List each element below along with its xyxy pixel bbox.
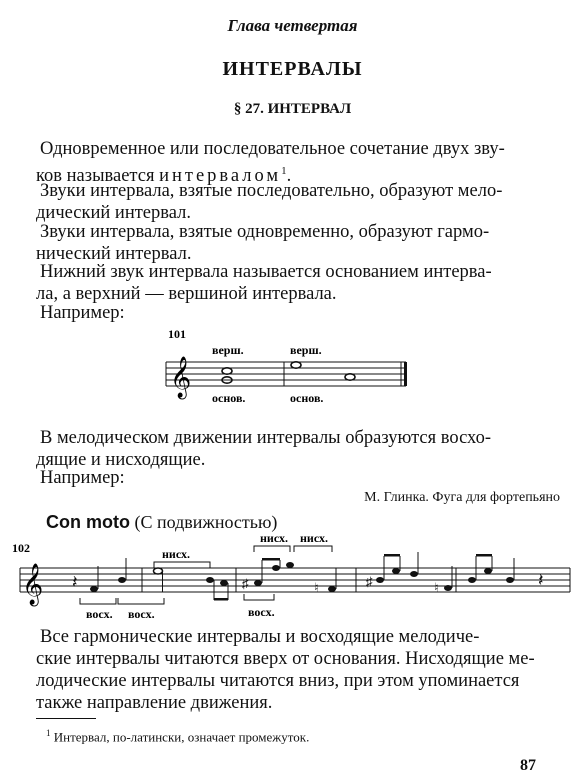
svg-text:♯: ♯ — [366, 574, 373, 589]
page-title: ИНТЕРВАЛЫ — [222, 58, 363, 80]
attribution: М. Глинка. Фуга для фортепьяно — [364, 490, 560, 505]
svg-text:♮: ♮ — [314, 580, 319, 595]
melodic-line-2: дический интервал. — [36, 203, 191, 223]
label-asc-3: восх. — [248, 605, 275, 619]
base-top-line-2: ла, а верхний — вершиной интервала. — [36, 284, 337, 304]
intro-line-1: Одновременное или последовательное сочетание двух зву- — [40, 139, 505, 159]
base-top-line-1: Нижний звук интервала называется основанием интерва- — [40, 262, 492, 282]
svg-text:𝄽: 𝄽 — [72, 572, 78, 593]
label-desc-2: нисх. — [260, 531, 288, 545]
reading-line-2: ские интервалы читаются вверх от основания. Нисходящие ме- — [36, 649, 535, 669]
example-label-2-text: Например: — [40, 468, 125, 488]
melodic-line-1: Звуки интервала, взятые последовательно, образуют мело- — [40, 181, 503, 201]
label-desc-3: нисх. — [300, 531, 328, 545]
label-top-2: верш. — [290, 343, 322, 357]
svg-text:♯: ♯ — [242, 576, 249, 591]
reading-line-1: Все гармонические интервалы и восходящие мелодиче- — [40, 627, 480, 647]
example-label-1-text: Например: — [40, 303, 125, 323]
svg-text:♮: ♮ — [434, 580, 439, 595]
paragraph-reading — [36, 626, 566, 714]
movement-line-1: В мелодическом движении интервалы образуются восхо- — [40, 428, 492, 448]
music-example-101 — [160, 322, 420, 412]
tempo-italian: Con moto — [46, 512, 130, 532]
label-desc-1: нисх. — [162, 547, 190, 561]
example-label-1 — [36, 302, 566, 324]
footnote-mark: 1 — [46, 728, 51, 738]
treble-clef-icon-102: 𝄞 — [22, 564, 44, 605]
page-number: 87 — [520, 757, 536, 774]
footnote — [46, 728, 309, 745]
svg-text:𝄽: 𝄽 — [538, 570, 544, 591]
footnote-rule — [36, 718, 96, 719]
intro-line-2-start: ков называется — [36, 166, 160, 187]
example-102-number: 102 — [12, 541, 30, 555]
reading-line-3: лодические интервалы читаются вниз, при этом упоминается — [36, 671, 520, 691]
end-barline-thick — [404, 362, 407, 386]
paragraph-movement — [36, 427, 566, 471]
paragraph-harmonic — [36, 221, 566, 265]
intro-line-2-end: . — [286, 166, 292, 187]
paragraph-base-top — [36, 261, 566, 305]
movement-line-2: дящие и нисходящие. — [36, 450, 206, 470]
harmonic-line-2: нический интервал. — [36, 244, 192, 264]
label-asc-1: восх. — [86, 607, 113, 621]
notes-102 — [72, 552, 544, 601]
footnote-ref: 1 — [281, 165, 287, 177]
label-bottom-1: основ. — [212, 391, 246, 405]
paragraph-melodic — [36, 180, 566, 224]
brackets-bottom — [80, 594, 274, 604]
label-asc-2: восх. — [128, 607, 155, 621]
music-example-102 — [10, 530, 575, 622]
harmonic-line-1: Звуки интервала, взятые одновременно, образуют гармо- — [40, 222, 490, 242]
label-top-1: верш. — [212, 343, 244, 357]
footnote-text: Интервал, по-латински, означает промежуток. — [53, 729, 310, 745]
section-heading: § 27. ИНТЕРВАЛ — [233, 101, 352, 117]
term-interval: интервалом — [159, 166, 282, 187]
label-bottom-2: основ. — [290, 391, 324, 405]
tempo-translation: (С подвижностью) — [134, 512, 278, 532]
treble-clef-icon: 𝄞 — [170, 357, 192, 398]
example-label-2 — [36, 467, 566, 489]
staff-lines — [166, 362, 406, 386]
example-101-number: 101 — [168, 327, 186, 341]
reading-line-4: также направление движения. — [36, 693, 273, 713]
chapter-heading: Глава четвертая — [227, 16, 358, 35]
